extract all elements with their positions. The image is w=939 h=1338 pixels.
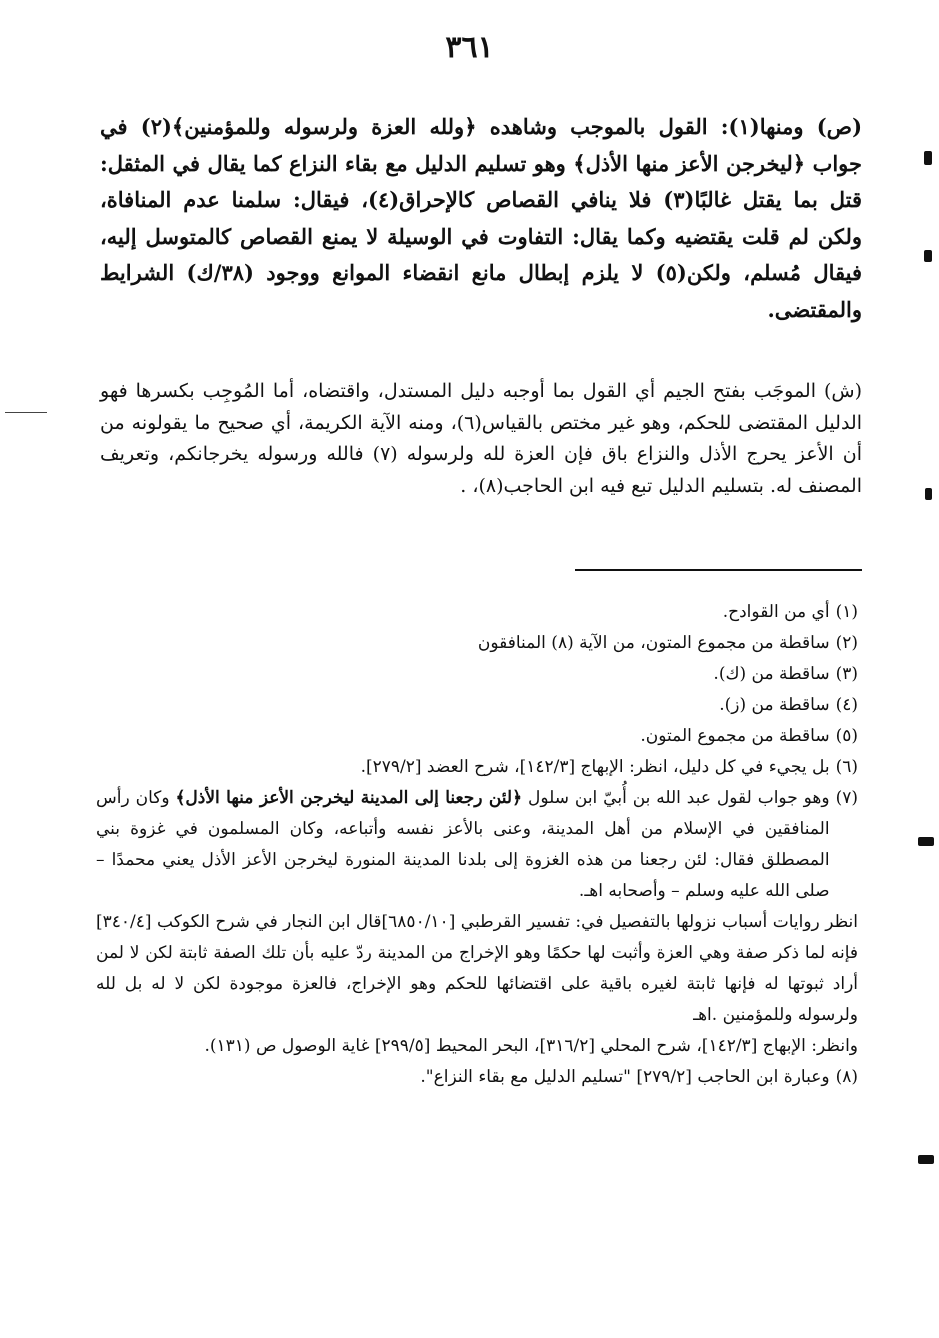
matn-paragraph: (ص) ومنها(١): القول بالموجب وشاهده ﴿ولله العزة ولرسوله وللمؤمنين﴾(٢) في جواب ﴿ليخرجن الأعز منها الأذل﴾ وهو تسليم الدليل مع بقاء النزاع كما يقال في المثقل: قتل بما يقتل غالبًا(٣) فلا ينافي القصاص كالإحراق(٤)، فيقال: سلمنا عدم المنافاة، ولكن لم قلت يقتضيه وكما يقال: التفاوت في الوسيلة لا يمنع القصاص كالمتوسل إليه، فيقال مُسلم، ولكن(٥) لا يلزم إبطال مانع انقضاء الموانع ووجود (٣٨/ك) الشرايط والمقتضى. <box>100 114 862 322</box>
footnote <box>96 783 858 907</box>
footnote-number: (٨) <box>835 1067 858 1087</box>
margin-mark <box>918 1155 934 1164</box>
page-number: ٣٦١ <box>445 30 494 65</box>
footnote-text-part: وهو جواب لقول عبد الله بن أُبيّ ابن سلول <box>527 788 830 808</box>
quran-quote: ﴿لئن رجعنا إلى المدينة ليخرجن الأعز منها الأذل﴾ <box>175 788 523 808</box>
footnotes <box>96 597 858 1093</box>
footnote-text: بل يجيء في كل دليل، انظر: الإبهاج [١٤٢/٣]، شرح العضد [٢٧٩/٢]. <box>360 757 830 777</box>
margin-mark <box>924 250 932 262</box>
footnote-number: (٤) <box>835 695 858 715</box>
margin-mark <box>918 837 934 846</box>
footnote <box>96 628 858 659</box>
footnote-text: ساقطة من مجموع المتون، من الآية (٨) المنافقون <box>477 633 830 653</box>
footnote-number: (٥) <box>835 726 858 746</box>
footnote-number: (٣) <box>835 664 858 684</box>
footnote-number: (٦) <box>835 757 858 777</box>
footnote-continuation: انظر روايات أسباب نزولها بالتفصيل في: تفسير القرطبي [٦٨٥٠/١٠]قال ابن النجار في شرح الكوكب [٣٤٠/٤] فإنه لما ذكر صفة وهي العزة وأثبت لها حكمًا وهو الإخراج من المدينة ردّ عليه بأن تلك الصفة ثابتة لكن لا لمن أراد ثبوتها له فإنها ثابتة لغيره باقية على اقتضائها للحكم وهو الإخراج، فالعزة موجودة لكن لا له بل لله ولرسوله وللمؤمنين .اهـ <box>96 912 858 1025</box>
footnote-divider <box>575 569 862 571</box>
sharh-paragraph: (ش) الموجَب بفتح الجيم أي القول بما أوجبه دليل المستدل، واقتضاه، أما المُوجِب بكسرها فهو الدليل المقتضى للحكم، وهو غير مختص بالقياس(٦)، ومنه الآية الكريمة، أي صحيح ما يقولونه من أن الأعز يحرج الأذل والنزاع باق فإن العزة لله ولرسوله (٧) فالله ورسوله يخرجانكم، وتعريف المصنف له. بتسليم الدليل تبع فيه ابن الحاجب(٨)، . <box>100 380 862 497</box>
footnote <box>96 752 858 783</box>
footnote-number: (٧) <box>835 788 858 808</box>
footnote <box>96 597 858 628</box>
footnote-continuation: وانظر: الإبهاج [١٤٢/٣]، شرح المحلي [٣١٦/٢]، البحر المحيط [٢٩٩/٥] غاية الوصول ص (١٣١). <box>204 1036 858 1056</box>
footnote-text: وعبارة ابن الحاجب [٢٧٩/٢] "تسليم الدليل مع بقاء النزاع". <box>420 1067 830 1087</box>
footnote-text: ساقطة من مجموع المتون. <box>640 726 830 746</box>
footnote-text: ساقطة من (ك). <box>713 664 830 684</box>
footnote <box>96 690 858 721</box>
footnote-number: (٢) <box>835 633 858 653</box>
footnote-text: أي من القوادح. <box>722 602 830 622</box>
footnote <box>96 721 858 752</box>
footnote-text: ساقطة من (ز). <box>719 695 830 715</box>
footnote-text-part: وكان رأس المنافقين في الإسلام من أهل المدينة، وعنى بالأعز نفسه وأتباعه، وكان المسلمون في غزوة بني المصطلق فقال: لئن رجعنا من هذه الغزوة إلى بلدنا المدينة المنورة ليخرجن الأعز الأذل يعني محمدًا – صلى الله عليه وسلم – وأصحابه اهـ. <box>96 788 830 901</box>
footnote-text <box>96 783 830 907</box>
margin-dash <box>5 412 47 413</box>
footnote <box>96 1062 858 1093</box>
margin-mark <box>924 151 932 165</box>
footnote-number: (١) <box>835 602 858 622</box>
margin-mark <box>925 488 932 500</box>
footnote <box>96 659 858 690</box>
